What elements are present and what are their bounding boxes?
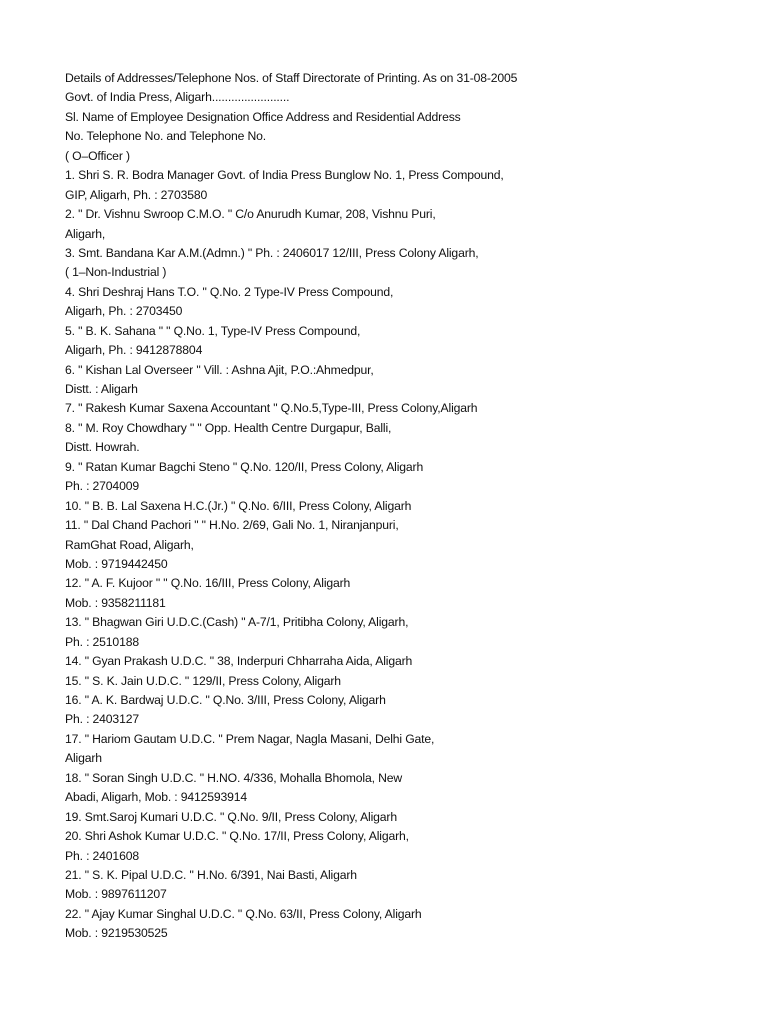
text-line: 10. " B. B. Lal Saxena H.C.(Jr.) " Q.No. 6/III, Press Colony, Aligarh (65, 498, 412, 513)
text-line: Mob. : 9719442450 (65, 556, 168, 571)
section-heading-line: ( 1–Non-Industrial ) (65, 265, 167, 280)
text-line: Distt. : Aligarh (65, 382, 138, 396)
column-header-line: No. Telephone No. and Telephone No. (65, 129, 266, 144)
text-line: 8. " M. Roy Chowdhary " " Opp. Health Centre Durgapur, Balli, (65, 420, 392, 435)
text-line: 11. " Dal Chand Pachori " " H.No. 2/69, Gali No. 1, Niranjanpuri, (65, 518, 399, 533)
text-line: Abadi, Aligarh, Mob. : 9412593914 (65, 790, 248, 805)
text-line: 22. " Ajay Kumar Singhal U.D.C. " Q.No. 63/II, Press Colony, Aligarh (65, 906, 422, 921)
text-line: Ph. : 2401608 (65, 848, 139, 863)
text-line: Mob. : 9219530525 (65, 926, 168, 941)
text-line: Aligarh, Ph. : 2703450 (65, 304, 183, 319)
text-line: Mob. : 9897611207 (65, 887, 167, 902)
text-line: 7. " Rakesh Kumar Saxena Accountant " Q.No.5,Type-III, Press Colony,Aligarh (65, 401, 478, 416)
text-line: 15. " S. K. Jain U.D.C. " 129/II, Press Colony, Aligarh (65, 673, 341, 688)
text-line: 16. " A. K. Bardwaj U.D.C. " Q.No. 3/III, Press Colony, Aligarh (65, 693, 386, 707)
text-line: 4. Shri Deshraj Hans T.O. " Q.No. 2 Type-IV Press Compound, (65, 284, 394, 299)
text-line: 13. " Bhagwan Giri U.D.C.(Cash) " A-7/1, Pritibha Colony, Aligarh, (65, 615, 409, 630)
text-line: 20. Shri Ashok Kumar U.D.C. " Q.No. 17/II, Press Colony, Aligarh, (65, 829, 409, 844)
text-line: 21. " S. K. Pipal U.D.C. " H.No. 6/391, Nai Basti, Aligarh (65, 867, 357, 882)
document-title-line: Details of Addresses/Telephone Nos. of Staff Directorate of Printing. As on 31-08-2005 (65, 71, 518, 85)
text-line: Ph. : 2704009 (65, 479, 139, 494)
text-line: 1. Shri S. R. Bodra Manager Govt. of India Press Bunglow No. 1, Press Compound, (65, 168, 504, 183)
text-line: Mob. : 9358211181 (65, 595, 166, 610)
text-line: 9. " Ratan Kumar Bagchi Steno " Q.No. 120/II, Press Colony, Aligarh (65, 459, 424, 474)
text-line: 18. " Soran Singh U.D.C. " H.NO. 4/336, Mohalla Bhomola, New (65, 770, 402, 785)
text-line: 17. " Hariom Gautam U.D.C. " Prem Nagar, Nagla Masani, Delhi Gate, (65, 731, 435, 746)
text-line: 3. Smt. Bandana Kar A.M.(Admn.) " Ph. : 2406017 12/III, Press Colony Aligarh, (65, 245, 479, 260)
text-line: 5. " B. K. Sahana " " Q.No. 1, Type-IV Press Compound, (65, 323, 361, 338)
section-heading-line: ( O–Officer ) (65, 148, 130, 163)
text-line: 19. Smt.Saroj Kumari U.D.C. " Q.No. 9/II, Press Colony, Aligarh (65, 809, 397, 824)
text-line: Aligarh (65, 751, 102, 766)
text-line: RamGhat Road, Aligarh, (65, 537, 194, 552)
document-subtitle-line: Govt. of India Press, Aligarh........................ (65, 90, 290, 105)
text-line: 14. " Gyan Prakash U.D.C. " 38, Inderpuri Chharraha Aida, Aligarh (65, 654, 413, 669)
text-line: Aligarh, (65, 226, 106, 241)
column-header-line: Sl. Name of Employee Designation Office Address and Residential Address (65, 109, 461, 124)
text-line: Distt. Howrah. (65, 440, 140, 455)
text-line: Aligarh, Ph. : 9412878804 (65, 343, 203, 358)
text-line: 12. " A. F. Kujoor " " Q.No. 16/III, Press Colony, Aligarh (65, 576, 351, 591)
text-line: 6. " Kishan Lal Overseer " Vill. : Ashna Ajit, P.O.:Ahmedpur, (65, 362, 374, 377)
text-line: Ph. : 2403127 (65, 712, 139, 727)
text-line: Ph. : 2510188 (65, 634, 139, 649)
text-line: 2. " Dr. Vishnu Swroop C.M.O. " C/o Anurudh Kumar, 208, Vishnu Puri, (65, 207, 436, 222)
text-line: GIP, Aligarh, Ph. : 2703580 (65, 187, 208, 202)
